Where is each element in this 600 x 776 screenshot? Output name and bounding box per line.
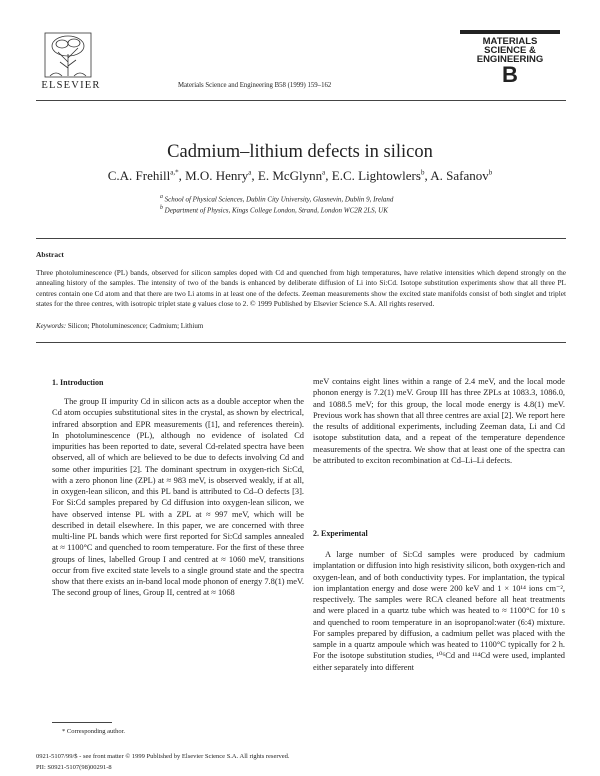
paragraph: A large number of Si:Cd samples were produced by cadmium implantation or diffusion into high resistivity silicon, both oxygen-rich and oxygen-lean, and of both conductivity types. For implantation, the typical ion implantation energy and dose were 200 keV and 1 × 10¹⁴ ions cm⁻², respectively. The samples were RCA cleaned before all heat treatments and were placed in a quartz tube which was heated to ≈ 1100°C for 10 s and quenched to room temperature in an isopropanol:water (6:4) mixture. For samples prepared by diffusion, a cadmium pellet was placed with the sample in a quartz ampoule which was heated to 1100°C typically for 2 h. For the isotope substitution studies, ¹⁰⁶Cd and ¹¹⁴Cd were used, implanted either separately into different — [313, 550, 565, 672]
author-name: A. Safanov — [430, 168, 489, 183]
affiliation-text: Department of Physics, Kings College London, Strand, London WC2R 2LS, UK — [164, 206, 388, 215]
brand-line-2: SCIENCE & — [484, 45, 536, 56]
affiliation-mark: b — [160, 205, 163, 211]
author-affiliation-mark: b — [488, 168, 493, 177]
abstract-rule — [36, 238, 566, 239]
publisher-name: ELSEVIER — [41, 80, 101, 91]
affiliation-text: School of Physical Sciences, Dublin City University, Glasnevin, Dublin 9, Ireland — [164, 195, 394, 204]
keywords-rule — [36, 342, 566, 343]
author-name: M.O. Henry — [185, 168, 249, 183]
keywords-label: Keywords: — [36, 322, 67, 330]
affiliation-mark: a — [160, 194, 163, 200]
right-column — [313, 376, 565, 466]
copyright-line: 0921-5107/99/$ - see front matter © 1999 Published by Elsevier Science S.A. All rights reserved. — [36, 753, 290, 760]
header-rule — [36, 100, 566, 101]
author-affiliation-mark: b — [420, 168, 425, 177]
author-affiliation-mark: a — [248, 168, 252, 177]
author-separator: , — [178, 168, 182, 183]
author-separator: , — [424, 168, 428, 183]
author-affiliation-mark: a,* — [170, 168, 179, 177]
article-title: Cadmium–lithium defects in silicon — [167, 142, 433, 162]
brand-letter: B — [502, 62, 518, 87]
author-name: E. McGlynn — [257, 168, 323, 183]
brand-line-3: ENGINEERING — [476, 54, 544, 65]
elsevier-tree-logo — [44, 32, 92, 78]
affiliation-b — [160, 205, 388, 214]
pii-line: PII: S0921-5107(98)00291-8 — [36, 764, 112, 771]
abstract-heading: Abstract — [36, 250, 64, 259]
brand-bar — [460, 30, 560, 34]
author-list — [36, 168, 564, 184]
paragraph: The group II impurity Cd in silicon acts as a double acceptor when the Cd atom occupies substitutional sites in the crystal, as shown by electrical, infrared absorption and EPR measurements ([1], and references therein). In photoluminescence (PL), although no evidence of isolated Cd impurities has been reported to date, several Cd-related spectra have been observed, all of which are believed to be due to defects involving Cd and some other impurities [2]. The dominant spectrum in oxygen-rich Si:Cd, with a zero phonon line (ZPL) at ≈ 983 meV, is observed weakly, if at all, in oxygen-lean silicon, and this PL band is attributed to Cd–O defects [3]. For Si:Cd samples prepared by Cd diffusion into oxygen-lean silicon, we have observed intense PL with a ZPL at ≈ 997 meV, which will be described in detail elsewhere. In this paper, we are concerned with three multi-line PL bands which were first reported for Si:Cd samples annealed at ≈ 1100°C and quenched to room temperature. For the first of these three groups of lines, labelled Group I and centred at ≈ 1060 meV, transitions occur from five excited state levels to a single ground state and the spectra show that there exists an in-band local mode phonon of energy 7.8(1) meV. The second group of lines, Group II, centred at ≈ 1068 — [52, 397, 304, 598]
author-separator: , — [325, 168, 329, 183]
left-column — [52, 396, 304, 599]
journal-reference: Materials Science and Engineering B58 (1999) 159–162 — [178, 82, 332, 89]
affiliation-a — [160, 194, 393, 203]
author-separator: , — [251, 168, 255, 183]
keywords — [36, 322, 203, 330]
author-name: E.C. Lightowlers — [331, 168, 421, 183]
footnote: * Corresponding author. — [62, 728, 126, 735]
abstract-text: Three photoluminescence (PL) bands, observed for silicon samples doped with Cd and quenched from high temperatures, have relative intensities which depend strongly on the annealing history of the samples. The intensity of two of the bands is enhanced by deliberate diffusion of Li into Si:Cd. Isotope substitution experiments show that all three PL centres contain one Cd atom and that there are two Li atoms in at least one of the defects. Zeeman measurements show the excited state manifolds consist of both singlet and triplet states for the three centres, with isotropic triplet state g values close to 2. © 1999 Published by Elsevier Science S.A. All rights reserved. — [36, 268, 566, 309]
paragraph: meV contains eight lines within a range of 2.4 meV, and the local mode phonon energy is 7.2(1) meV. Group III has three ZPLs at 1083.3, 1086.0, and 1088.5 meV; for this group, the local mode energy is 4.8(1) meV. Previous work has shown that all three centres are axial [2]. We report here the results of additional experiments, including Zeeman data, Li and Cd isotope substitution data, and a repeat of the temperature dependence measurements of the spectra. We show that at least one of the spectra can be attributed to exciton recombination at Cd–Li–Li defects. — [313, 377, 565, 465]
section-heading-experimental: 2. Experimental — [313, 529, 368, 538]
section-heading-introduction: 1. Introduction — [52, 378, 104, 387]
journal-brand — [460, 30, 560, 98]
keywords-list: Silicon; Photoluminescence; Cadmium; Lithium — [67, 322, 204, 330]
author-name: C.A. Frehill — [107, 168, 171, 183]
brand-line-1: MATERIALS — [482, 36, 538, 47]
footnote-rule — [52, 722, 112, 723]
author-affiliation-mark: a — [322, 168, 326, 177]
right-column-experimental — [313, 549, 565, 673]
